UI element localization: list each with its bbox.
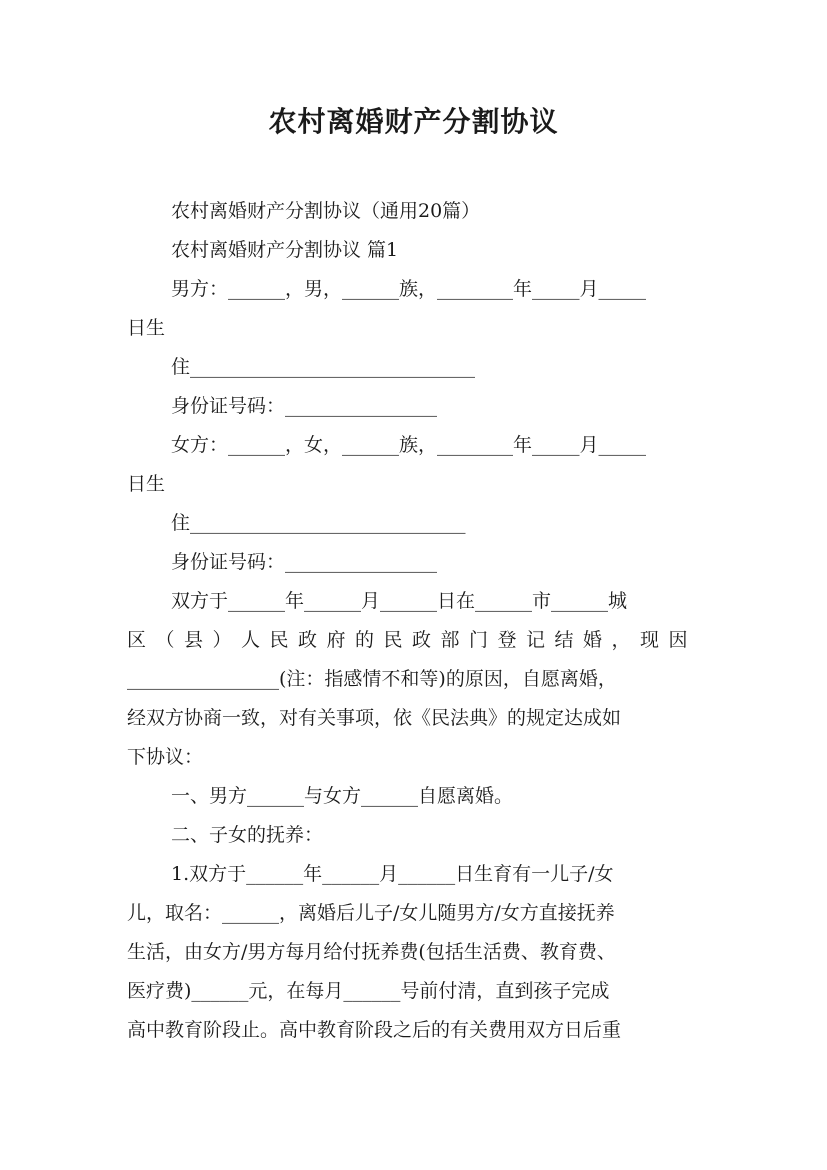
paragraph-line: 一、男方______与女方______自愿离婚。	[171, 785, 514, 807]
paragraph-line: 住_____________________________	[171, 512, 466, 534]
paragraph-line: 区（县）人民政府的民政部门登记结婚，现因	[127, 629, 698, 651]
paragraph-line: 二、子女的抚养：	[171, 824, 324, 846]
paragraph-line: 日生	[127, 317, 166, 339]
paragraph-line: 儿，取名：______，离婚后儿子/女儿随男方/女方直接抚养	[127, 902, 615, 924]
paragraph-line: 经双方协商一致，对有关事项，依《民法典》的规定达成如	[127, 707, 622, 729]
paragraph-line: 双方于______年______月______日在______市______城	[171, 590, 628, 612]
paragraph-line: 日生	[127, 473, 166, 495]
paragraph-line: 1.双方于______年______月______日生育有一儿子/女	[171, 863, 614, 885]
paragraph-line: 身份证号码：________________	[171, 551, 438, 573]
paragraph-line: 下协议：	[127, 746, 204, 768]
paragraph-line: 高中教育阶段止。高中教育阶段之后的有关费用双方日后重	[127, 1019, 622, 1041]
paragraph-line: 身份证号码：________________	[171, 395, 438, 417]
paragraph-line: 男方：______，男，______族，________年_____月_____	[171, 278, 647, 300]
document-title: 农村离婚财产分割协议	[268, 105, 559, 138]
paragraph-line: 住______________________________	[171, 356, 476, 378]
section-heading: 农村离婚财产分割协议 篇1	[171, 239, 399, 261]
doc-subtitle: 农村离婚财产分割协议（通用20篇）	[171, 200, 481, 222]
paragraph-line: 医疗费)______元，在每月______号前付清，直到孩子完成	[127, 980, 610, 1002]
paragraph-line: 生活，由女方/男方每月给付抚养费(包括生活费、教育费、	[127, 941, 616, 963]
paragraph-line: 女方：______，女，______族，________年_____月_____	[171, 434, 647, 456]
paragraph-line: ________________(注：指感情不和等)的原因，自愿离婚，	[127, 668, 617, 690]
